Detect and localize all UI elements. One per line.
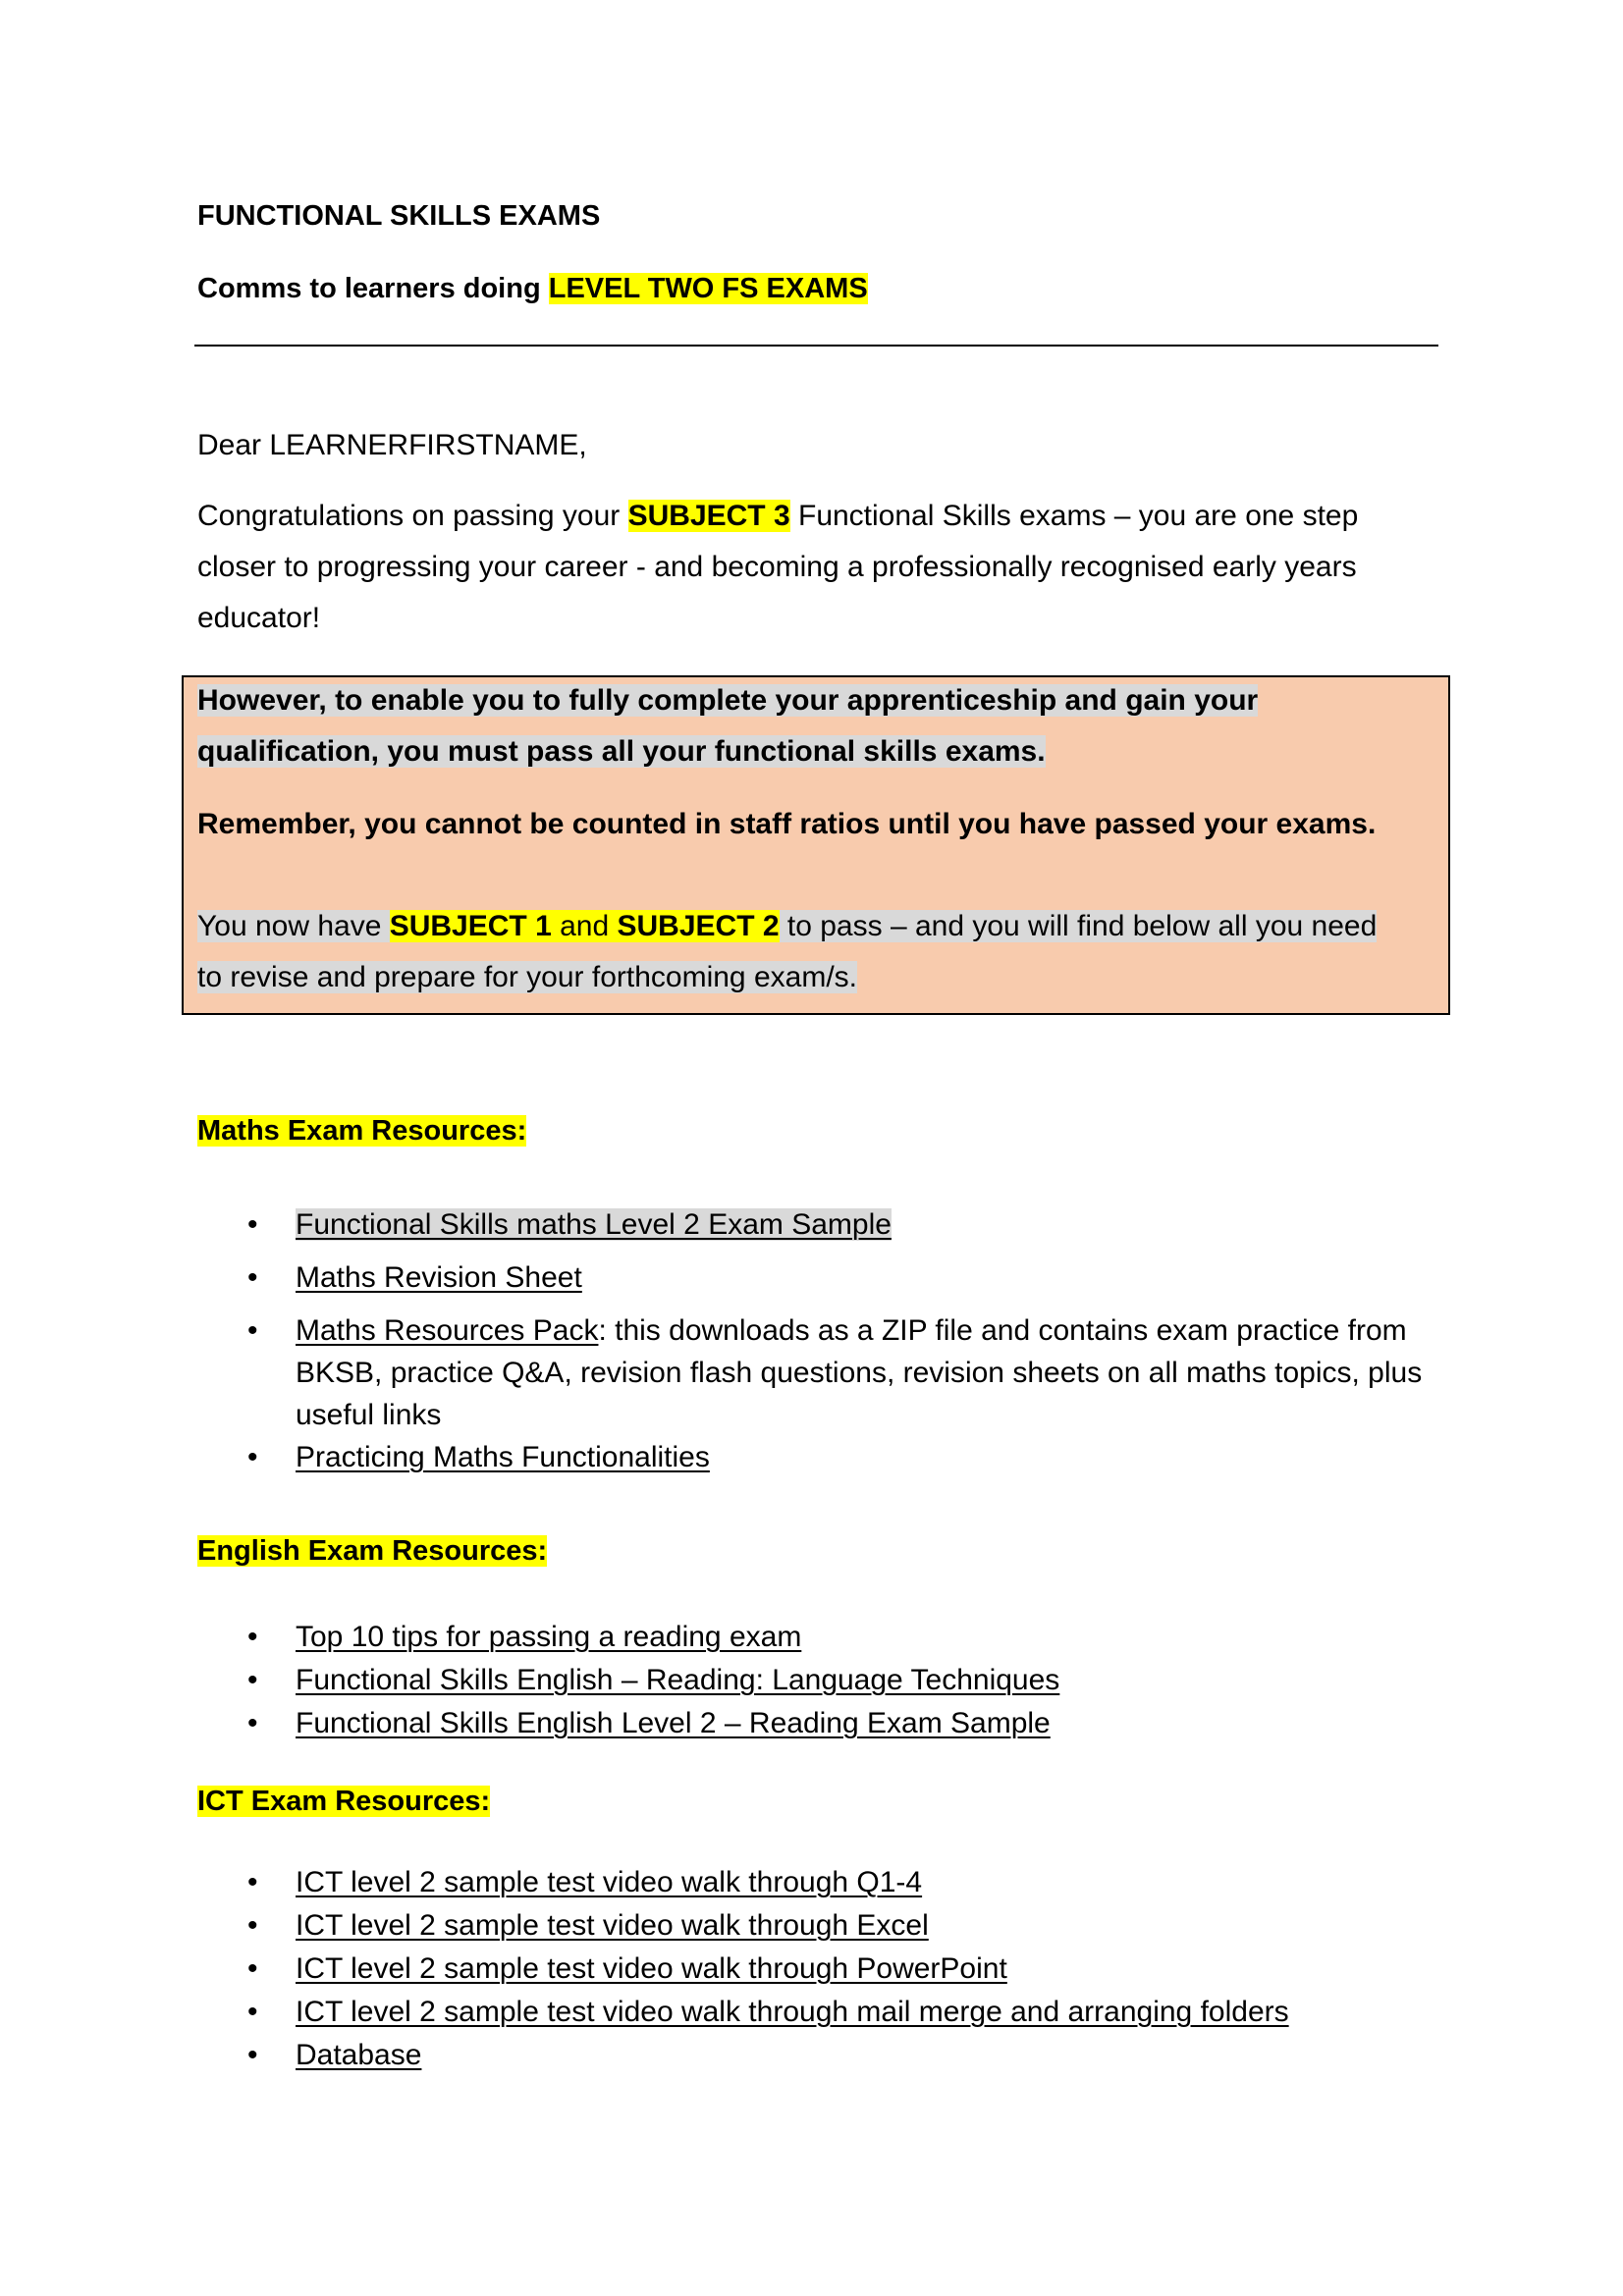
bullet-icon: •	[247, 1707, 258, 1739]
callout-line-4	[197, 901, 1377, 952]
english-section-heading	[197, 1533, 547, 1569]
maths-exam-sample-link[interactable]: Functional Skills maths Level 2 Exam Sample	[296, 1208, 892, 1241]
bullet-icon: •	[247, 1208, 258, 1241]
congrats-line-3: educator!	[197, 602, 321, 634]
callout-bold-text-2: qualification, you must pass all your functional skills exams.	[197, 735, 1046, 768]
document-title: FUNCTIONAL SKILLS EXAMS	[197, 200, 601, 232]
list-item	[197, 1861, 1444, 1904]
callout-text-5: to revise and prepare for your forthcoming exam/s.	[197, 961, 857, 993]
maths-section-heading	[197, 1113, 526, 1148]
english-heading-text: English Exam Resources:	[197, 1535, 548, 1567]
ict-heading-text: ICT Exam Resources:	[197, 1786, 491, 1817]
document-subtitle	[197, 271, 868, 306]
callout-line-5	[197, 952, 857, 1003]
subtitle-highlight: LEVEL TWO FS EXAMS	[548, 273, 868, 304]
practicing-maths-link[interactable]: Practicing Maths Functionalities	[296, 1441, 710, 1473]
congrats-line-2: closer to progressing your career - and becoming a professionally recognised early years	[197, 551, 1357, 583]
ict-section-heading	[197, 1784, 490, 1819]
english-reading-sample-link[interactable]: Functional Skills English Level 2 – Reading Exam Sample	[296, 1707, 1051, 1739]
maths-revision-sheet-link[interactable]: Maths Revision Sheet	[296, 1261, 582, 1294]
bullet-icon: •	[247, 1314, 258, 1347]
callout-text-4a: You now have	[197, 910, 390, 942]
bullet-icon: •	[247, 1866, 258, 1898]
english-tips-link[interactable]: Top 10 tips for passing a reading exam	[296, 1621, 802, 1653]
maths-resources-pack-link[interactable]: Maths Resources Pack	[296, 1314, 599, 1347]
bullet-icon: •	[247, 1261, 258, 1294]
callout-and: and	[551, 910, 618, 942]
list-item	[197, 1436, 1444, 1479]
bullet-icon: •	[247, 1441, 258, 1473]
ict-powerpoint-link[interactable]: ICT level 2 sample test video walk through PowerPoint	[296, 1952, 1007, 1985]
ict-mail-merge-link[interactable]: ICT level 2 sample test video walk through mail merge and arranging folders	[296, 1996, 1289, 2028]
subject-1-highlight: SUBJECT 1	[389, 910, 552, 942]
list-item	[197, 1948, 1444, 1991]
congrats-text: Congratulations on passing your	[197, 500, 628, 532]
list-item	[197, 1616, 1444, 1659]
list-item	[197, 1659, 1444, 1702]
callout-bold-line-1	[197, 675, 1258, 726]
bullet-icon: •	[247, 1621, 258, 1653]
bullet-icon: •	[247, 1664, 258, 1696]
horizontal-rule	[194, 345, 1438, 347]
ict-database-link[interactable]: Database	[296, 2039, 422, 2071]
congrats-line-1	[197, 491, 1425, 542]
ict-excel-link[interactable]: ICT level 2 sample test video walk through Excel	[296, 1909, 929, 1942]
maths-resources-pack-description: : this downloads as a ZIP file and contains exam practice from BKSB, practice Q&A, revision flash questions, revision sheets on all maths topics, plus useful links	[296, 1314, 1423, 1431]
callout-bold-line-3: Remember, you cannot be counted in staff ratios until you have passed your exams.	[197, 808, 1377, 840]
bullet-icon: •	[247, 2039, 258, 2071]
ict-resource-list	[197, 1861, 1444, 2077]
english-language-techniques-link[interactable]: Functional Skills English – Reading: Language Techniques	[296, 1664, 1060, 1696]
bullet-icon: •	[247, 1952, 258, 1985]
list-item	[197, 1203, 1444, 1247]
bullet-icon: •	[247, 1909, 258, 1942]
list-item	[197, 1991, 1444, 2034]
congrats-paragraph	[197, 491, 1425, 644]
subject-3-highlight: SUBJECT 3	[627, 500, 790, 532]
list-item	[197, 1904, 1444, 1948]
subtitle-prefix: Comms to learners doing	[197, 273, 549, 304]
callout-bold-line-2	[197, 726, 1046, 777]
callout-text-4e: to pass – and you will find below all you need	[779, 910, 1378, 942]
list-item	[197, 1256, 1444, 1300]
bullet-icon: •	[247, 1996, 258, 2028]
ict-q1-4-link[interactable]: ICT level 2 sample test video walk through Q1-4	[296, 1866, 923, 1898]
important-callout-box	[182, 675, 1450, 1015]
greeting: Dear LEARNERFIRSTNAME,	[197, 429, 587, 461]
maths-heading-text: Maths Exam Resources:	[197, 1115, 527, 1147]
callout-bold-text-1: However, to enable you to fully complete your apprenticeship and gain your	[197, 684, 1259, 717]
congrats-text-end: Functional Skills exams – you are one step	[789, 500, 1359, 532]
list-item	[197, 2034, 1444, 2077]
subject-2-highlight: SUBJECT 2	[617, 910, 780, 942]
english-resource-list	[197, 1616, 1444, 1745]
maths-resource-list	[197, 1203, 1444, 1489]
list-item	[197, 1309, 1444, 1436]
list-item	[197, 1702, 1444, 1745]
